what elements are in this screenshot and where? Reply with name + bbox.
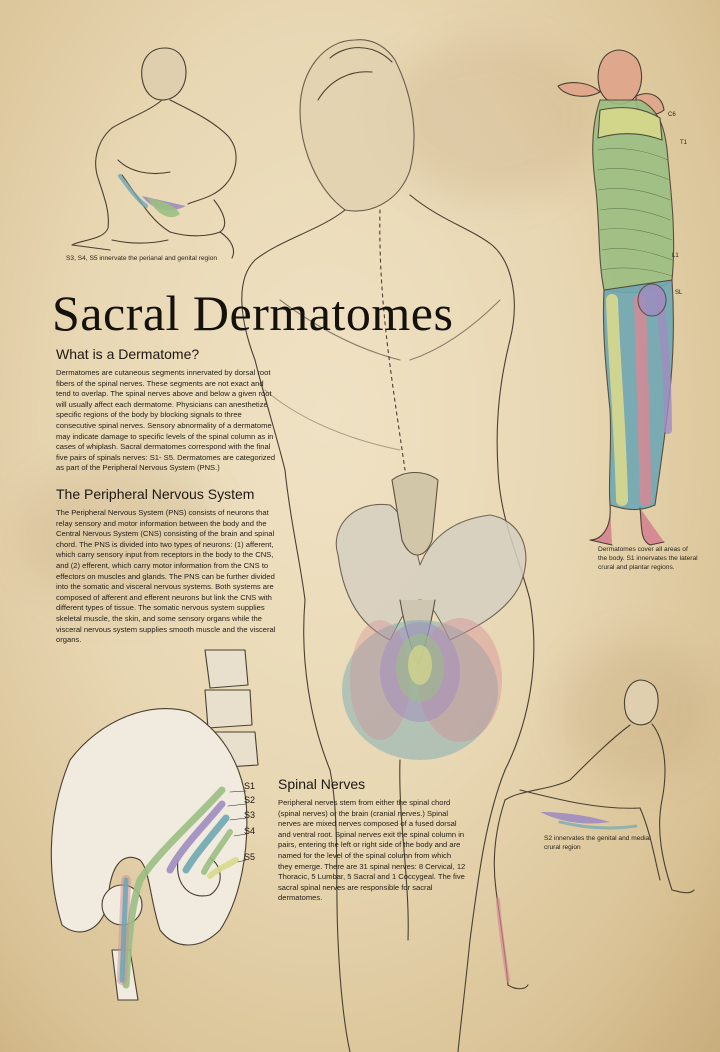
buttock-dermatome-rings	[342, 618, 502, 760]
nerve-level-s1: S1	[244, 781, 256, 791]
pelvis-nerve-diagram	[51, 650, 258, 1000]
section-text-pns: The Peripheral Nervous System (PNS) consists of neurons that relay sensory and motor information between the body and the Central Nervous System (CNS) consisting of the brain and spinal chord. The PNS is divided into two types of neurons: (1) afferent, which carry sensory input from receptors in the body to the CNS, and (2) efferent, which carry motor information from the CNS to effectors on muscles and glands. The PNS can be further divided into the somatic and visceral nervous systems. Both systems are composed of afferent and efferent neurons but link the CNS with different types of tissue. The somatic nervous system supplies skeletal muscle, the skin, and some sensory organs while the visceral nervous system supplies smooth muscle and the visceral organs.	[56, 508, 276, 645]
spine-label-c6: C6	[668, 112, 676, 118]
section-heading-spinal-nerves: Spinal Nerves	[278, 776, 366, 792]
caption-lateral-crural: Dermatomes cover all areas of the body. S1 innervates the lateral crural and plantar regions.	[598, 546, 698, 571]
poster-title: Sacral Dermatomes	[52, 285, 454, 341]
section-text-spinal-nerves: Peripheral nerves stem from either the spinal chord (spinal nerves) or the brain (cranial nerves.) Spinal nerves are mixed nerves composed of a fused dorsal and ventral root. Spinal nerves exit the spinal column in pairs, entering the left or right side of the body and are named for the level of the spinal column from which they emerge. There are 31 spinal nerves: 8 Cervical, 12 Thoracic, 5 Lumbar, 5 Sacral and 1 Coccygeal. The five sacral spinal nerves are responsible for sacral dermatomes.	[278, 798, 466, 903]
kneeling-man-sketch	[72, 48, 236, 258]
nerve-level-s4: S4	[244, 826, 256, 836]
spine-label-l1: L1	[672, 253, 679, 259]
caption-genital-medial: S2 innervates the genital and medial crural region	[544, 835, 651, 851]
caption-perianal: S3, S4, S5 innervate the perianal and genital region	[66, 255, 218, 262]
spine-label-t1: T1	[680, 140, 688, 146]
nerve-level-s5: S5	[244, 852, 256, 862]
section-heading-pns: The Peripheral Nervous System	[56, 486, 255, 502]
section-heading-dermatome: What is a Dermatome?	[56, 346, 200, 362]
section-text-dermatome: Dermatomes are cutaneous segments innervated by dorsal root fibers of the spinal nerves. These segments are not exact and tend to overlap. The spinal nerves above and below a given root will usually affect each dermatome. Physicians can anesthetize specific regions of the body by blocking signals to three consecutive spinal nerves. Sensory abnormality of a dermatome may indicate damage to specific levels of the spinal column as in cases of whiplash. Sacral dermatomes correspond with the final five pairs of spinals nerves: S1- S5. Dermatomes are categorized as part of the Peripheral Nervous System (PNS.)	[56, 368, 276, 473]
standing-figure-dermatome-map	[558, 50, 674, 545]
nerve-level-s2: S2	[244, 795, 256, 805]
nerve-level-s3: S3	[244, 810, 256, 820]
spine-label-sl: SL	[675, 290, 683, 296]
